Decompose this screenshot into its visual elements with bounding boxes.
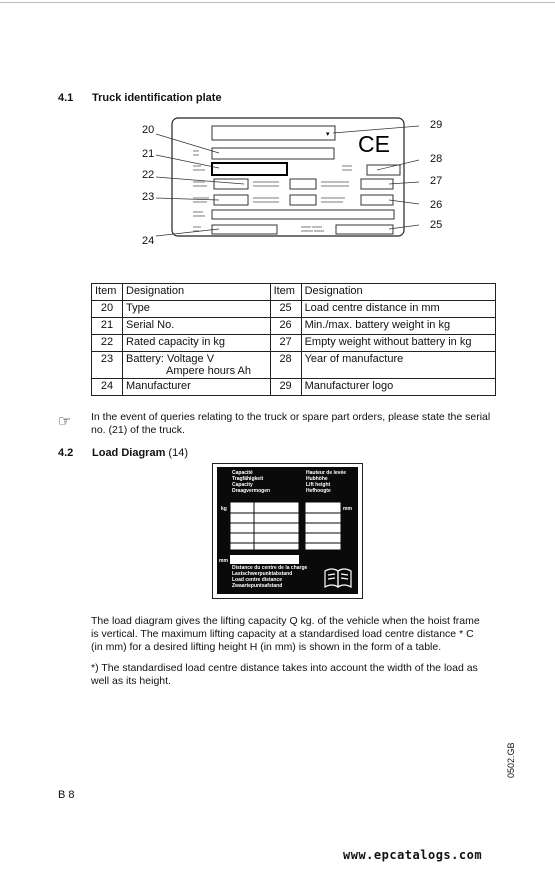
svg-text:xxxxxxxx: xxxxxxxx <box>193 195 209 200</box>
callout-24: 24 <box>142 235 155 247</box>
callout-21: 21 <box>142 148 155 160</box>
callout-28: 28 <box>430 153 443 165</box>
svg-text:xxxxxx: xxxxxx <box>193 179 205 184</box>
svg-text:xxxxxxxxxxxxx: xxxxxxxxxxxxx <box>253 179 279 184</box>
paragraph-line: well as its height. <box>91 675 171 687</box>
note-line: In the event of queries relating to the truck or spare part orders, please state the serial <box>91 411 491 423</box>
lift-height-label: Hubhöhe <box>306 476 328 482</box>
svg-text:▾: ▾ <box>326 131 330 138</box>
svg-text:xxxxxx: xxxxxx <box>193 213 205 218</box>
ce-mark: CE <box>358 131 390 157</box>
item-designation-table <box>91 283 496 396</box>
footnote-paragraph <box>91 662 501 688</box>
svg-text:xxxxxxxxxxxxx: xxxxxxxxxxxxx <box>253 195 279 200</box>
svg-text:xxxxxxx: xxxxxxx <box>193 199 207 204</box>
table-header-designation: Designation <box>123 284 271 301</box>
load-centre-field <box>230 555 299 564</box>
table-row <box>92 301 496 318</box>
item-designation: Load centre distance in mm <box>301 301 495 318</box>
table-row <box>92 379 496 396</box>
svg-text:xxxx: xxxx <box>193 224 201 229</box>
unit-kg: kg <box>221 506 227 512</box>
item-designation-line: Battery: Voltage V <box>126 353 215 365</box>
callout-20: 20 <box>142 124 155 136</box>
item-number: 28 <box>270 352 301 379</box>
section-number: 4.2 <box>58 447 74 459</box>
item-designation-line: Ampere hours Ah <box>166 365 251 377</box>
section-title-text: Load Diagram <box>92 447 166 459</box>
item-number: 27 <box>270 335 301 352</box>
item-designation: Empty weight without battery in kg <box>301 335 495 352</box>
load-centre-label: Load centre distance <box>232 577 283 583</box>
svg-text:xxxxxxxxxxx: xxxxxxxxxxx <box>321 199 343 204</box>
callout-22: 22 <box>142 169 155 181</box>
item-designation <box>123 352 271 379</box>
item-number: 22 <box>92 335 123 352</box>
svg-text:xxxxx xxxxx: xxxxx xxxxx <box>301 224 323 229</box>
table-row <box>92 318 496 335</box>
lift-height-label: Hauteur de levée <box>306 470 347 476</box>
paragraph-line: (in mm) for a desired lifting height H (in mm) is shown in the form of a table. <box>91 641 442 653</box>
load-centre-label: Distance du centre de la charge <box>232 565 308 571</box>
item-number: 25 <box>270 301 301 318</box>
lift-height-label: Hefhoogte <box>306 488 331 494</box>
load-diagram-plate <box>212 463 363 599</box>
svg-text:xxxxxxx: xxxxxxx <box>193 183 207 188</box>
watermark-url: www.epcatalogs.com <box>343 848 483 862</box>
item-designation: Min./max. battery weight in kg <box>301 318 495 335</box>
callout-29: 29 <box>430 119 443 131</box>
item-number: 29 <box>270 379 301 396</box>
capacity-label: Tragfähigkeit <box>232 476 264 482</box>
capacity-grid <box>230 502 299 550</box>
note-line: no. (21) of the truck. <box>91 424 185 436</box>
svg-text:xxxxxxxxxxxx: xxxxxxxxxxxx <box>321 195 345 200</box>
paragraph-line: The load diagram gives the lifting capacity Q kg. of the vehicle when the hoist frame <box>91 615 480 627</box>
lift-height-grid <box>305 502 341 550</box>
table-row <box>92 335 496 352</box>
svg-text:xxxxx: xxxxx <box>342 163 352 168</box>
item-number: 20 <box>92 301 123 318</box>
page-number: B 8 <box>58 789 75 801</box>
capacity-label: Draagvermogen <box>232 488 271 494</box>
svg-text:xxxxxxxxxxxxxx: xxxxxxxxxxxxxx <box>321 179 349 184</box>
capacity-label: Capacity <box>232 482 253 488</box>
svg-text:xxxxxxxxxxxxx: xxxxxxxxxxxxx <box>253 199 279 204</box>
table-header-item: Item <box>92 284 123 301</box>
item-number: 23 <box>92 352 123 379</box>
load-centre-label: Zwaartepuntsafstand <box>232 583 283 589</box>
document-code: 0502.GB <box>506 742 516 778</box>
item-designation: Rated capacity in kg <box>123 335 271 352</box>
callout-26: 26 <box>430 199 443 211</box>
capacity-label: Capacité <box>232 470 253 476</box>
load-diagram-description <box>91 615 501 654</box>
svg-text:xxxxxx: xxxxxx <box>193 167 205 172</box>
item-number: 24 <box>92 379 123 396</box>
item-designation: Type <box>123 301 271 318</box>
svg-text:xxxxxx xxxxx: xxxxxx xxxxx <box>301 228 325 233</box>
section-title: Truck identification plate <box>92 92 222 104</box>
item-designation: Serial No. <box>123 318 271 335</box>
svg-text:xxxx: xxxx <box>193 163 201 168</box>
svg-text:xxx: xxx <box>193 152 199 157</box>
load-centre-label: Lastschwerpunktabstand <box>232 571 293 577</box>
callout-25: 25 <box>430 219 443 231</box>
paragraph-line: *) The standardised load centre distance takes into account the width of the load as <box>91 662 478 674</box>
section-number: 4.1 <box>58 92 74 104</box>
table-header-row <box>92 284 496 301</box>
top-rule <box>0 2 555 3</box>
callout-27: 27 <box>430 175 443 187</box>
figure-ref: (14) <box>168 447 188 459</box>
identification-plate-drawing <box>125 112 455 248</box>
svg-text:xxx: xxx <box>193 148 199 153</box>
svg-text:xxxxxxxxxxxxx: xxxxxxxxxxxxx <box>253 183 279 188</box>
table-row <box>92 352 496 379</box>
unit-mm: mm <box>219 558 228 564</box>
lift-height-label: Lift height <box>306 482 331 488</box>
pointing-hand-icon: ☞ <box>58 413 72 430</box>
paragraph-line: is vertical. The maximum lifting capacity at a standardised load centre distance * C <box>91 628 474 640</box>
svg-text:xxx: xxx <box>193 228 199 233</box>
item-designation: Year of manufacture <box>301 352 495 379</box>
table-header-item: Item <box>270 284 301 301</box>
svg-text:xxxxxxxxxxxxxx: xxxxxxxxxxxxxx <box>321 183 349 188</box>
svg-text:xxxxx: xxxxx <box>193 209 203 214</box>
item-designation: Manufacturer logo <box>301 379 495 396</box>
item-number: 21 <box>92 318 123 335</box>
svg-text:xxxxx: xxxxx <box>342 167 352 172</box>
section-title <box>92 447 188 459</box>
callout-23: 23 <box>142 191 155 203</box>
note-text <box>91 411 501 437</box>
item-number: 26 <box>270 318 301 335</box>
table-header-designation: Designation <box>301 284 495 301</box>
item-designation: Manufacturer <box>123 379 271 396</box>
unit-mm: mm <box>343 506 352 512</box>
